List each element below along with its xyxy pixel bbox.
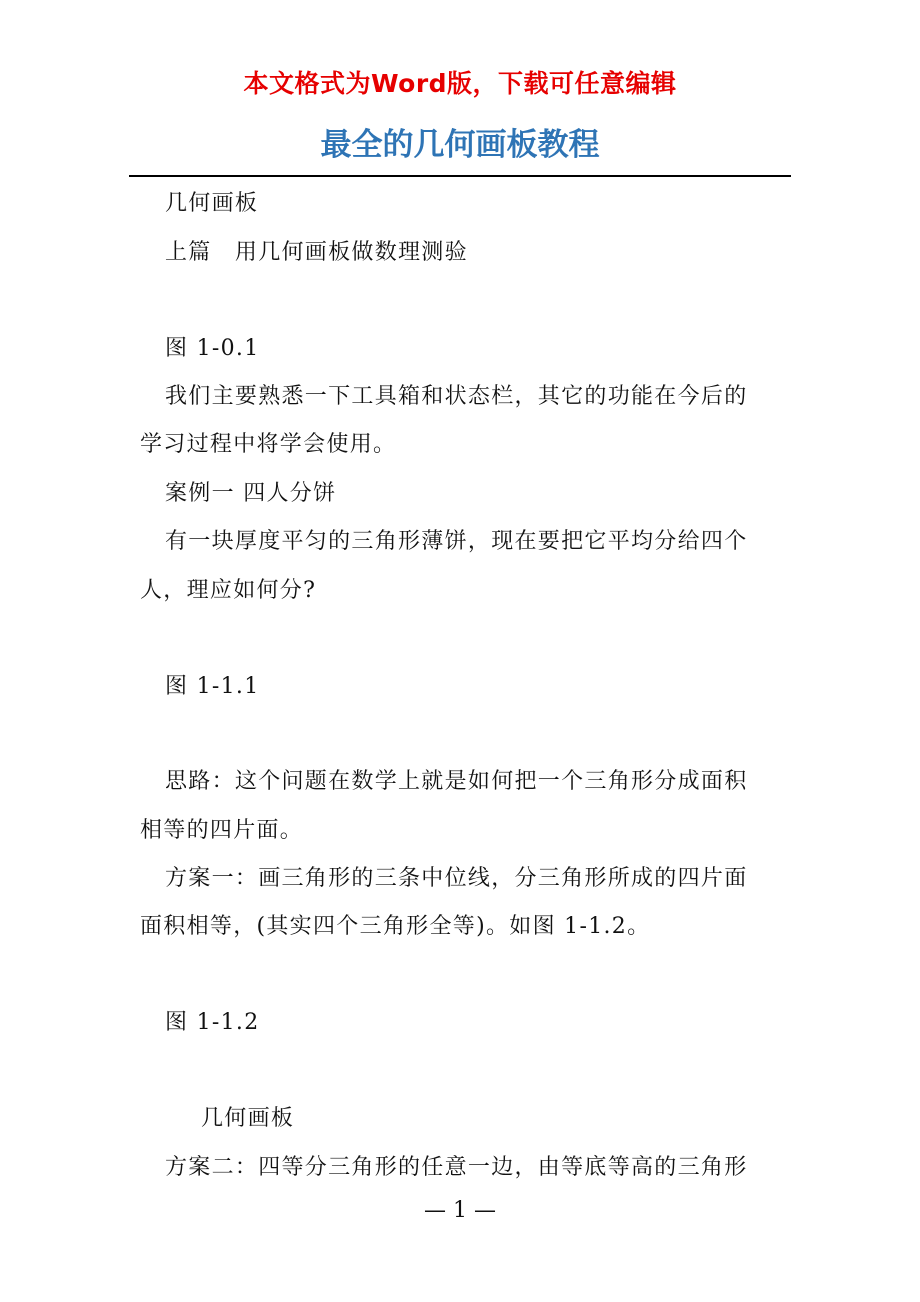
part-heading: 上篇 用几何画板做数理测验 [165, 240, 468, 265]
figure-caption: 图 1-0.1 [165, 336, 260, 361]
paragraph-line: 人，理应如何分? [140, 578, 317, 603]
figure-caption: 图 1-1.2 [165, 1010, 260, 1035]
paragraph-line: 学习过程中将学会使用。 [140, 432, 397, 457]
title-divider [129, 175, 791, 177]
page-number: — 1 — [424, 1198, 496, 1223]
paragraph-line: 思路：这个问题在数学上就是如何把一个三角形分成面积 [165, 769, 748, 794]
case-heading: 案例一 四人分饼 [165, 481, 337, 506]
paragraph-line: 方案二：四等分三角形的任意一边，由等底等高的三角形 [165, 1155, 748, 1180]
format-notice: 本文格式为Word版，下载可任意编辑 [243, 69, 677, 98]
paragraph-line: 面积相等，(其实四个三角形全等)。如图 1-1.2。 [140, 914, 651, 939]
paragraph-line: 有一块厚度平匀的三角形薄饼，现在要把它平均分给四个 [165, 529, 748, 554]
paragraph-line: 相等的四片面。 [140, 818, 304, 843]
document-title: 最全的几何画板教程 [320, 127, 600, 163]
section-heading: 几何画板 [201, 1106, 295, 1131]
paragraph-line: 方案一：画三角形的三条中位线，分三角形所成的四片面 [165, 866, 748, 891]
figure-caption: 图 1-1.1 [165, 674, 260, 699]
paragraph-line: 我们主要熟悉一下工具箱和状态栏，其它的功能在今后的 [165, 384, 748, 409]
section-heading: 几何画板 [165, 191, 259, 216]
